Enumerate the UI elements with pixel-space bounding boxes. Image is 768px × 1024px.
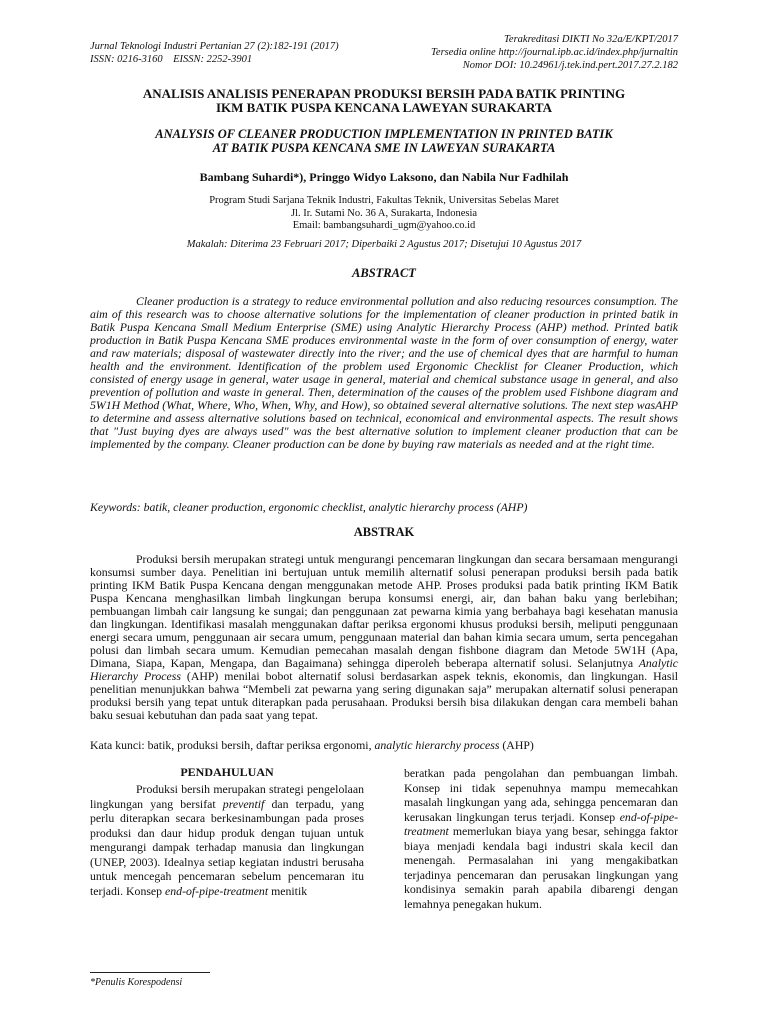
- intro-left-text-3: menitik: [271, 883, 308, 898]
- affiliation-address: Jl. Ir. Sutami No. 36 A, Surakarta, Indonesia: [290, 207, 478, 219]
- keywords-id-prefix: Kata kunci: batik, produksi bersih, daftar periksa ergonomi,: [90, 738, 375, 752]
- affiliation: [90, 195, 678, 233]
- paper-title-en-line1: ANALYSIS OF CLEANER PRODUCTION IMPLEMENTATION IN PRINTED BATIK: [155, 127, 613, 141]
- affiliation-program: Program Studi Sarjana Teknik Industri, Fakultas Teknik, Universitas Sebelas Maret: [209, 195, 559, 206]
- abstract-id-body-2: (AHP) menilai bobot alternatif solusi berdasarkan aspek teknis, ekonomis, dan lingkungan. Hasil penelitian menunjukkan bahwa “Membeli zat pewarna yang sering digunakan saja” merupakan alternatif solusi penerapan produksi bersih yang tepat untuk diterapkan pada perusahaan. Produksi bersih bisa dilakukan dengan cara membeli bahan baku sesuai kebutuhan dan pada saat yang tepat.: [90, 669, 678, 722]
- intro-left-column: [90, 782, 364, 898]
- doi-number[interactable]: Nomor DOI: 10.24961/j.tek.ind.pert.2017.27.2.182: [462, 60, 678, 71]
- intro-right-italic-1: end-of-pipe-treatment: [404, 809, 678, 838]
- paper-title-id: [90, 87, 678, 115]
- paper-title-id-line1: ANALISIS ANALISIS PENERAPAN PRODUKSI BERSIH PADA BATIK PRINTING: [142, 86, 626, 101]
- intro-right-text-1: beratkan pada pengolahan dan pembuangan limbah. Konsep ini tidak sepenuhnya mampu memecahkan masalah lingkungan yang ada, sehingga pencemaran dan kerusakan lingkungan terus terjadi. Konsep: [404, 766, 678, 824]
- journal-issn: ISSN: 0216-3160 EISSN: 2252-3901: [90, 54, 253, 65]
- abstract-heading: ABSTRACT: [352, 266, 416, 280]
- abstract-id-body-1: Produksi bersih merupakan strategi untuk mengurangi pencemaran lingkungan dan secara bersamaan mengurangi konsumsi sumber daya. Penelitian ini bertujuan untuk memilih alternatif solusi penerapan produksi bersih pada batik printing IKM Batik Puspa Kencana dengan menggunakan metode AHP. Proses produksi pada batik printing IKM Batik Puspa Kencana menghasilkan limbah lingkungan berupa konsumsi energi, air, dan bahan baku yang berlebihan; pembuangan limbah cair langsung ke sungai; dan penggunaan zat pewarna kimia yang berbahaya bagi kesehatan manusia dan lingkungan. Identifikasi masalah menggunakan daftar periksa ergonomi khusus produksi bersih, meliputi penggunaan energi secara umum, penggunaan air secara umum, penggunaan material dan bahan kimia secara umum, serta pencegahan polusi dan limbah secara umum. Kemudian pemecahan masalah dengan fishbone diagram dan Metode 5W1H (Apa, Dimana, Siapa, Kapan, Mengapa, dan Bagaimana) sehingga diperoleh beberapa alternatif solusi. Selanjutnya: [90, 552, 678, 670]
- footnote-corresponding-author: *Penulis Korespodensi: [90, 977, 183, 988]
- intro-left-italic-2: end-of-pipe-treatment: [165, 883, 269, 898]
- abstrak-heading: ABSTRAK: [353, 525, 415, 539]
- keywords-id-suffix: (AHP): [499, 738, 534, 752]
- submission-dates: Makalah: Diterima 23 Februari 2017; Diperbaiki 2 Agustus 2017; Disetujui 10 Agustus 2017: [186, 239, 582, 250]
- keywords-en: Keywords: batik, cleaner production, ergonomic checklist, analytic hierarchy process (AHP): [90, 500, 528, 514]
- paper-title-id-line2: IKM BATIK PUSPA KENCANA LAWEYAN SURAKARTA: [215, 100, 553, 115]
- abstract-id-ahp-term: Analytic Hierarchy Process: [90, 656, 678, 683]
- journal-header-right: [431, 33, 678, 72]
- journal-citation: Jurnal Teknologi Industri Pertanian 27 (2):182-191 (2017): [90, 41, 339, 52]
- abstract-en-body: Cleaner production is a strategy to reduce environmental pollution and also reducing resources consumption. The aim of this research was to choose alternative solutions for the implementation of cleaner production in printed batik in Batik Puspa Kencana Small Medium Enterprise (SME) using Analytic Hierarchy Process (AHP) method. Printed batik production in Batik Puspa Kencana SME produces environmental waste in the form of over consumption of energy, water and raw materials; disposal of wastewater directly into the river; and the use of chemical dyes that are harmful to human health and the environment. Identification of the problem used Ergonomic Checklist for Cleaner Production, which consisted of energy usage in general, water usage in general, material and chemical substance usage in general, and also prevention of pollution and waste in general. Then, determination of the causes of the problem used Fishbone diagram and 5W1H Method (What, Where, Who, When, Why, and How), so obtained several alternative solutions. The next step wasAHP to determine and assess alternative solutions based on technical, economical and environmental aspects. The result shows that "Just buying dyes are always used" was the best alternative solution to implement cleaner production that can be implemented by the company. Cleaner production can be done by buying raw materials as needed and at the right time.: [90, 294, 678, 451]
- intro-heading: PENDAHULUAN: [180, 765, 274, 779]
- keywords-id: [90, 738, 534, 753]
- paper-title-en-line2: AT BATIK PUSPA KENCANA SME IN LAWEYAN SURAKARTA: [212, 141, 556, 155]
- author-list: Bambang Suhardi*), Pringgo Widyo Laksono, dan Nabila Nur Fadhilah: [199, 170, 569, 184]
- intro-right-text-2: memerlukan biaya yang besar, sehingga faktor biaya menjadi kendala bagi industri skala kecil dan menengah. Permasalahan ini yang mengakibatkan terjadinya pencemaran dan perusakan lingkungan yang kondisinya semakin parah apabila dibarengi dengan lemahnya penegakan hukum.: [404, 824, 679, 911]
- journal-header-left: [90, 40, 339, 66]
- paper-title-en: [90, 127, 678, 155]
- abstract-id-text: [90, 553, 678, 722]
- keywords-id-italic: analytic hierarchy process: [374, 738, 500, 752]
- accreditation-note: Terakreditasi DIKTI No 32a/E/KPT/2017: [504, 34, 678, 45]
- affiliation-email[interactable]: Email: bambangsuhardi_ugm@yahoo.co.id: [292, 220, 476, 231]
- intro-right-column: [404, 766, 678, 911]
- intro-left-text-1: Produksi bersih merupakan strategi pengelolaan lingkungan yang bersifat: [90, 782, 364, 811]
- online-url[interactable]: Tersedia online http://journal.ipb.ac.id/index.php/jurnaltin: [431, 47, 678, 58]
- footnote-divider: [90, 972, 210, 973]
- intro-left-italic-1: preventif: [222, 796, 265, 811]
- intro-left-text-2: dan terpadu, yang perlu diterapkan secara berkesinambungan pada proses produksi dan daur hidup produk dengan tujuan untuk mengurangi dampak terhadap manusia dan lingkungan (UNEP, 2003). Idealnya setiap kegiatan industri berusaha untuk mencegah pencemaran sebelum pencemaran itu terjadi. Konsep: [90, 796, 364, 898]
- abstract-en-text: [90, 295, 678, 451]
